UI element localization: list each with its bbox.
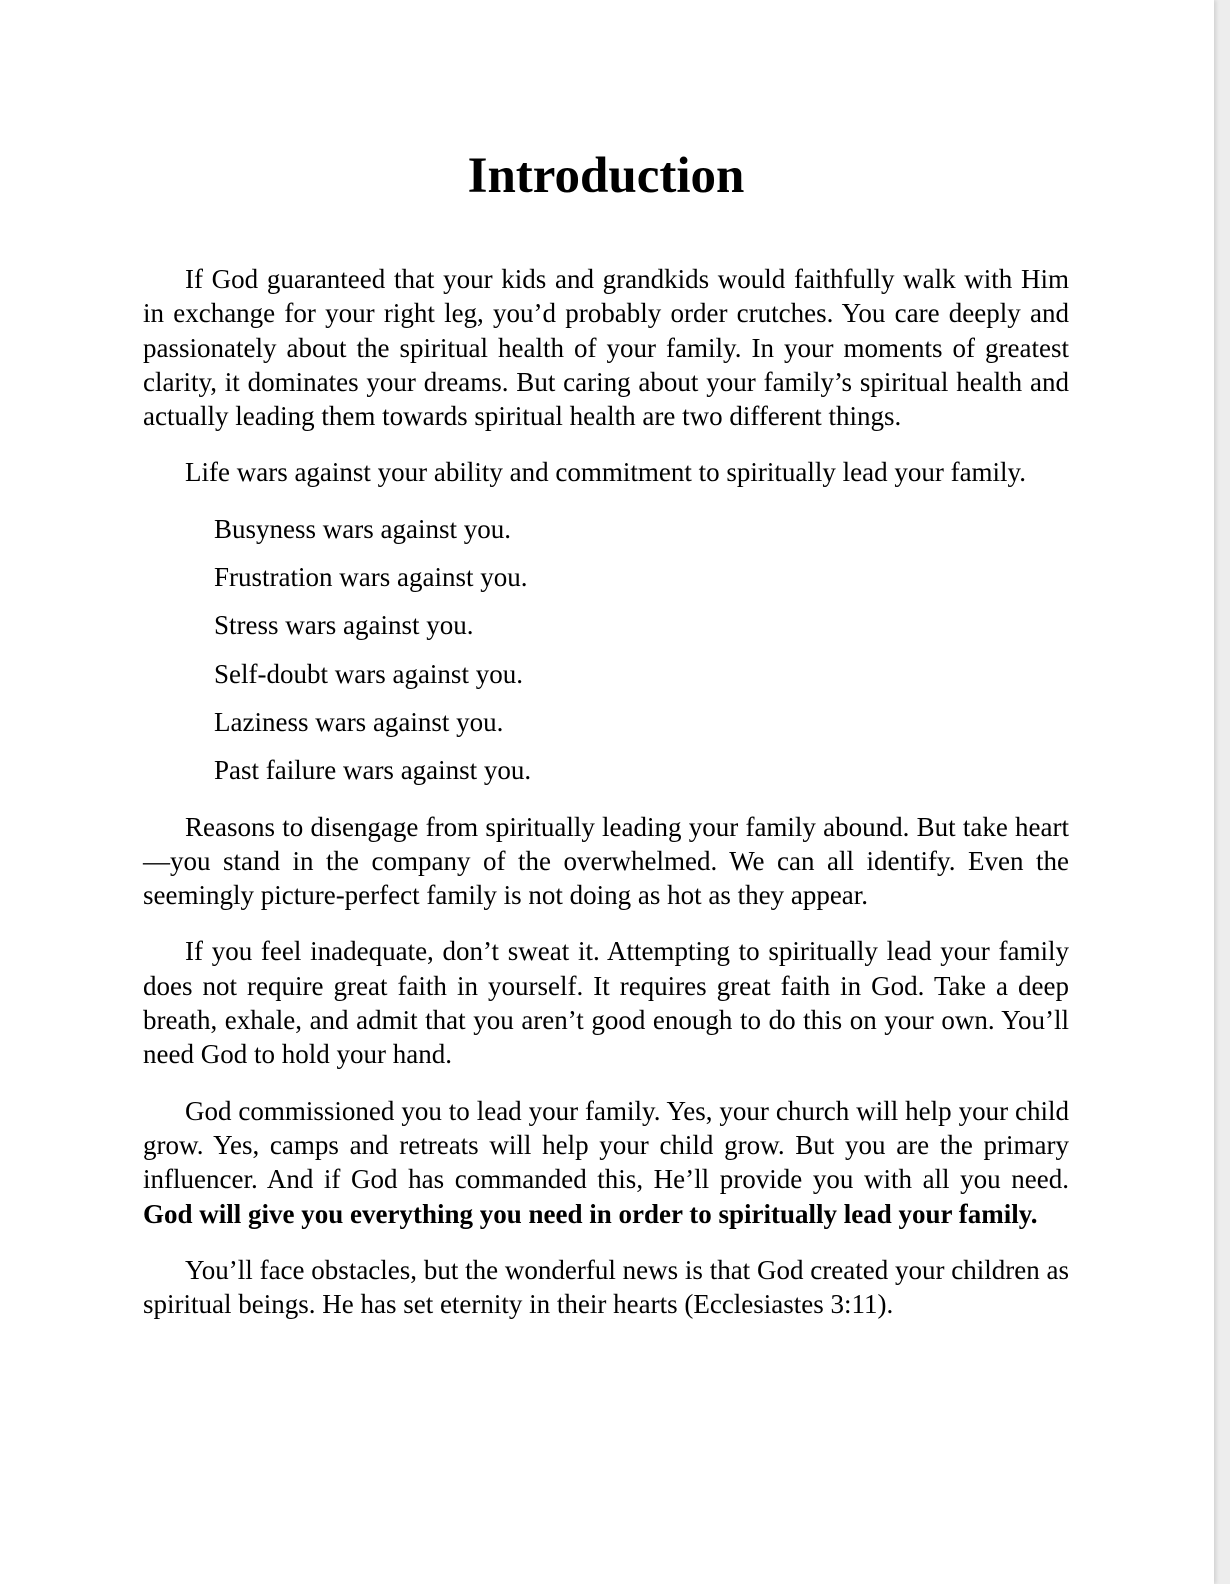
paragraph-6: You’ll face obstacles, but the wonderful news is that God created your children as spiritual beings. He has set eternity in their hearts (Ecclesiastes 3:11).: [143, 1254, 1069, 1320]
paragraph-5-emphasis: God will give you everything you need in order to spiritually lead your family.: [143, 1198, 1038, 1229]
paragraph-5-text: God commissioned you to lead your family. Yes, your church will help your child grow. Yes, camps and retreats will help your child grow. But you are the primary influencer. And if God has commanded this, He’ll provide you with all you need.: [143, 1095, 1069, 1195]
list-item-stress: Stress wars against you.: [214, 610, 474, 641]
list-item-past-failure: Past failure wars against you.: [214, 755, 532, 786]
paragraph-2: Life wars against your ability and commitment to spiritually lead your family.: [185, 457, 1027, 488]
list-item-self-doubt: Self-doubt wars against you.: [214, 658, 523, 689]
list-item-laziness: Laziness wars against you.: [214, 706, 504, 737]
list-item-busyness: Busyness wars against you.: [214, 513, 511, 544]
paragraph-4: If you feel inadequate, don’t sweat it. Attempting to spiritually lead your family does not require great faith in yourself. It requires great faith in God. Take a deep breath, exhale, and admit that you aren’t good enough to do this on your own. You’ll need God to hold your hand.: [143, 936, 1069, 1070]
page-content: [143, 140, 1069, 1343]
paragraph-3: Reasons to disengage from spiritually leading your family abound. But take heart—you stand in the company of the overwhelmed. We can all identify. Even the seemingly picture-perfect family is not doing as hot as they appear.: [143, 811, 1069, 911]
list-item-frustration: Frustration wars against you.: [214, 562, 528, 593]
paragraph-5: [143, 1094, 1069, 1231]
paragraph-1: If God guaranteed that your kids and grandkids would faithfully walk with Him in exchange for your right leg, you’d probably order crutches. You care deeply and passionately about the spiritual health of your family. In your moments of greatest clarity, it dominates your dreams. But caring about your family’s spiritual health and actually leading them towards spiritual health are two different things.: [143, 264, 1069, 432]
chapter-title: Introduction: [467, 148, 745, 204]
